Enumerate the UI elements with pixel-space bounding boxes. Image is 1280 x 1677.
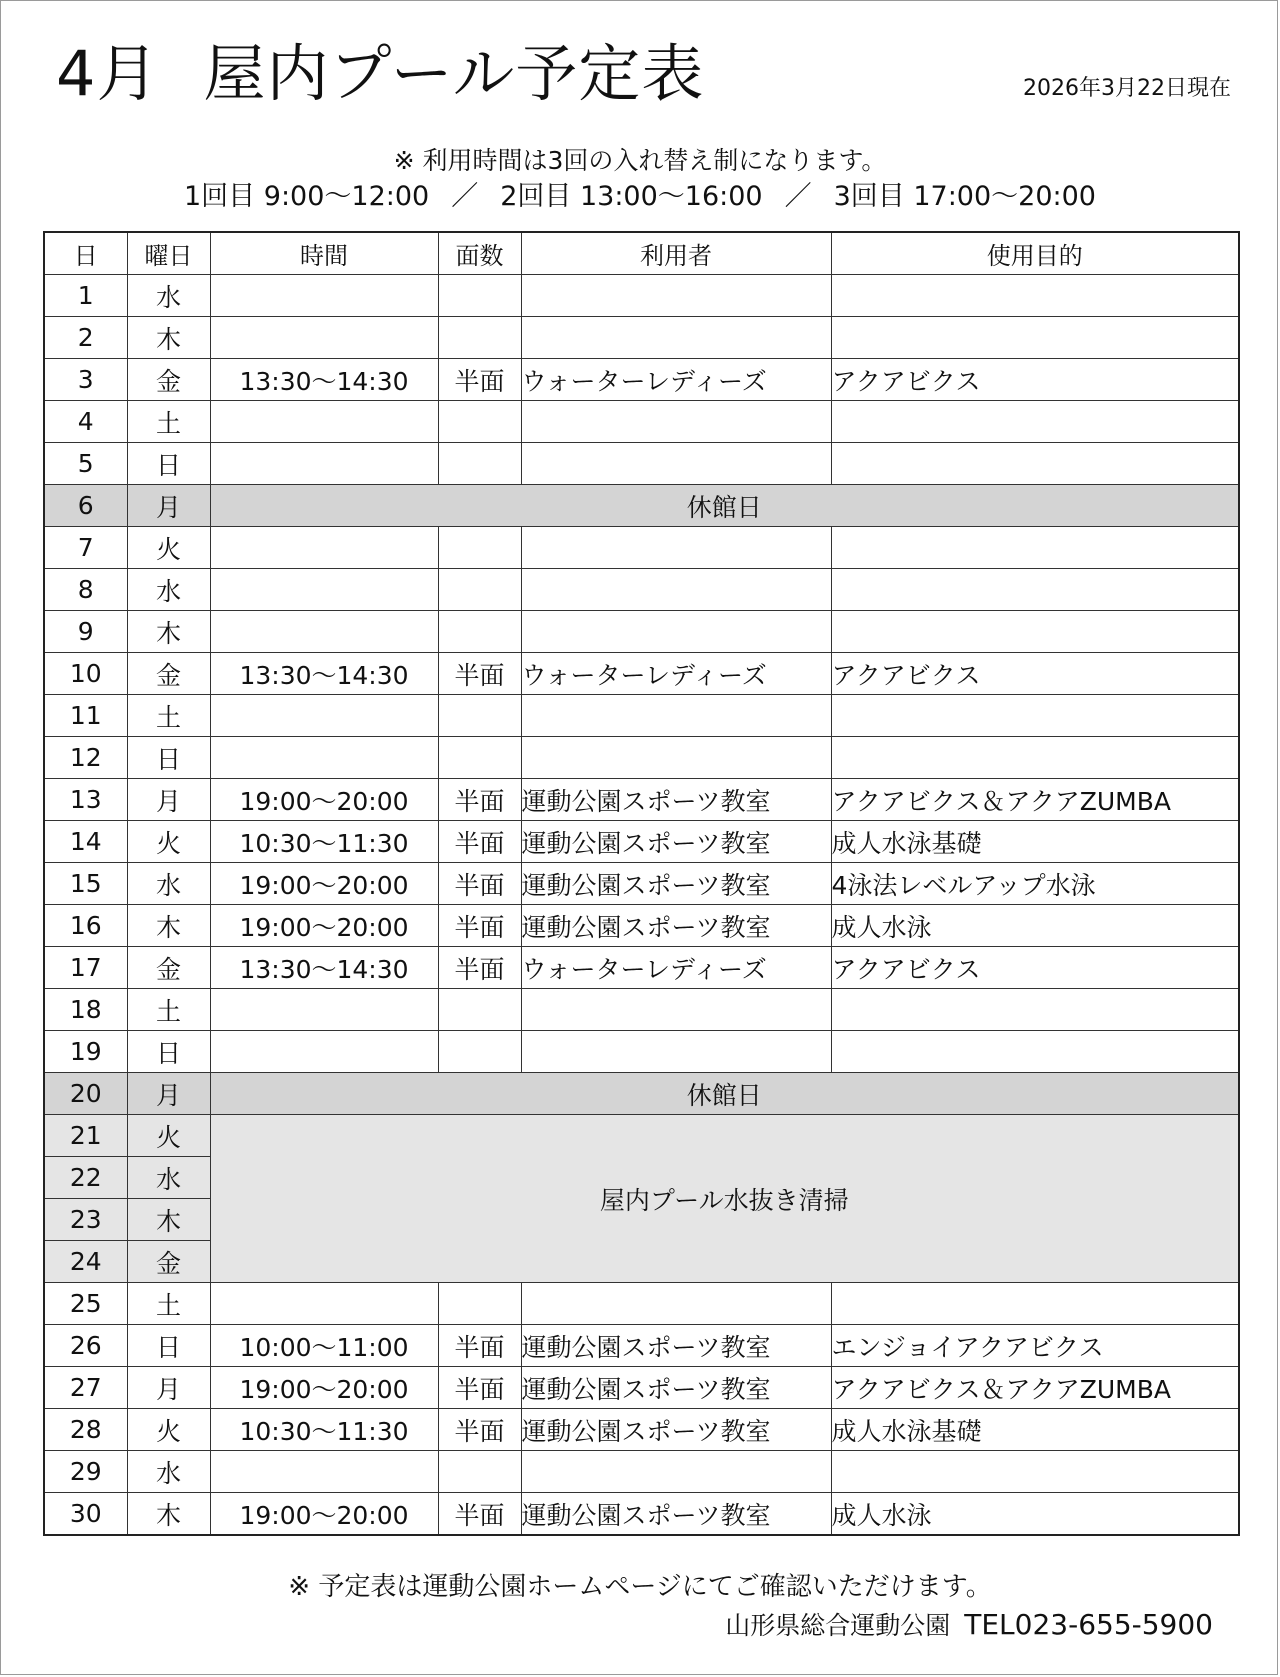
weekday-cell: 金 <box>127 947 210 989</box>
purpose-cell <box>831 1283 1239 1325</box>
purpose-cell <box>831 989 1239 1031</box>
day-cell: 13 <box>44 779 127 821</box>
area-cell <box>438 611 521 653</box>
footer-contact <box>725 1606 1213 1642</box>
area-cell: 半面 <box>438 359 521 401</box>
time-cell: 13:30～14:30 <box>210 359 438 401</box>
user-cell <box>521 1031 831 1073</box>
area-cell <box>438 695 521 737</box>
user-cell: 運動公園スポーツ教室 <box>521 1409 831 1451</box>
table-row <box>44 695 1239 737</box>
table-row <box>44 1283 1239 1325</box>
area-cell <box>438 989 521 1031</box>
user-cell <box>521 695 831 737</box>
weekday-cell: 日 <box>127 737 210 779</box>
time-cell: 10:30～11:30 <box>210 1409 438 1451</box>
time-cell <box>210 1451 438 1493</box>
area-cell: 半面 <box>438 1409 521 1451</box>
weekday-cell: 金 <box>127 653 210 695</box>
day-cell: 17 <box>44 947 127 989</box>
table-row <box>44 1031 1239 1073</box>
day-cell: 22 <box>44 1157 127 1199</box>
closed-label: 休館日 <box>210 485 1239 527</box>
table-row <box>44 317 1239 359</box>
day-cell: 3 <box>44 359 127 401</box>
organization-name: 山形県総合運動公園 <box>725 1611 951 1640</box>
header-area: 面数 <box>438 232 521 275</box>
time-cell <box>210 443 438 485</box>
time-cell <box>210 695 438 737</box>
weekday-cell: 土 <box>127 1283 210 1325</box>
day-cell: 28 <box>44 1409 127 1451</box>
weekday-cell: 火 <box>127 1409 210 1451</box>
weekday-cell: 月 <box>127 1073 210 1115</box>
day-cell: 25 <box>44 1283 127 1325</box>
day-cell: 11 <box>44 695 127 737</box>
time-cell <box>210 737 438 779</box>
weekday-cell: 月 <box>127 1367 210 1409</box>
purpose-cell <box>831 317 1239 359</box>
table-row <box>44 1115 1239 1157</box>
header-user: 利用者 <box>521 232 831 275</box>
weekday-cell: 月 <box>127 779 210 821</box>
day-cell: 16 <box>44 905 127 947</box>
area-cell: 半面 <box>438 905 521 947</box>
day-cell: 21 <box>44 1115 127 1157</box>
purpose-cell <box>831 611 1239 653</box>
user-cell <box>521 275 831 317</box>
purpose-cell: 成人水泳基礎 <box>831 1409 1239 1451</box>
purpose-cell: 成人水泳 <box>831 905 1239 947</box>
user-cell <box>521 737 831 779</box>
area-cell <box>438 527 521 569</box>
purpose-cell <box>831 275 1239 317</box>
table-row <box>44 1325 1239 1367</box>
schedule-table <box>43 231 1240 1536</box>
table-row <box>44 989 1239 1031</box>
weekday-cell: 火 <box>127 527 210 569</box>
day-cell: 23 <box>44 1199 127 1241</box>
time-cell: 19:00～20:00 <box>210 1367 438 1409</box>
day-cell: 4 <box>44 401 127 443</box>
user-cell: ウォーターレディーズ <box>521 359 831 401</box>
header-day: 日 <box>44 232 127 275</box>
drain-cleaning-label: 屋内プール水抜き清掃 <box>210 1115 1239 1283</box>
day-cell: 9 <box>44 611 127 653</box>
time-cell <box>210 275 438 317</box>
day-cell: 10 <box>44 653 127 695</box>
header-purpose: 使用目的 <box>831 232 1239 275</box>
time-cell: 19:00～20:00 <box>210 905 438 947</box>
area-cell <box>438 401 521 443</box>
purpose-cell: 成人水泳基礎 <box>831 821 1239 863</box>
time-cell: 19:00～20:00 <box>210 1493 438 1536</box>
purpose-cell <box>831 401 1239 443</box>
user-cell: 運動公園スポーツ教室 <box>521 1493 831 1536</box>
day-cell: 8 <box>44 569 127 611</box>
purpose-cell: 成人水泳 <box>831 1493 1239 1536</box>
user-cell: 運動公園スポーツ教室 <box>521 779 831 821</box>
day-cell: 6 <box>44 485 127 527</box>
area-cell: 半面 <box>438 1493 521 1536</box>
user-cell <box>521 443 831 485</box>
purpose-cell <box>831 1451 1239 1493</box>
schedule-body <box>44 275 1239 1536</box>
purpose-cell: アクアビクス <box>831 947 1239 989</box>
time-cell: 13:30～14:30 <box>210 947 438 989</box>
time-cell <box>210 989 438 1031</box>
user-cell <box>521 401 831 443</box>
day-cell: 30 <box>44 1493 127 1536</box>
weekday-cell: 金 <box>127 359 210 401</box>
table-row <box>44 1409 1239 1451</box>
table-row <box>44 737 1239 779</box>
table-row <box>44 485 1239 527</box>
page-title <box>56 29 704 119</box>
weekday-cell: 土 <box>127 989 210 1031</box>
weekday-cell: 水 <box>127 1451 210 1493</box>
table-row <box>44 527 1239 569</box>
day-cell: 14 <box>44 821 127 863</box>
user-cell <box>521 989 831 1031</box>
table-row <box>44 779 1239 821</box>
area-cell: 半面 <box>438 653 521 695</box>
area-cell: 半面 <box>438 1325 521 1367</box>
purpose-cell: アクアビクス <box>831 653 1239 695</box>
time-cell <box>210 401 438 443</box>
table-row <box>44 611 1239 653</box>
table-header-row <box>44 232 1239 275</box>
user-cell <box>521 527 831 569</box>
weekday-cell: 水 <box>127 569 210 611</box>
purpose-cell: アクアビクス＆アクアZUMBA <box>831 779 1239 821</box>
time-cell: 19:00～20:00 <box>210 863 438 905</box>
weekday-cell: 火 <box>127 1115 210 1157</box>
weekday-cell: 日 <box>127 1325 210 1367</box>
day-cell: 24 <box>44 1241 127 1283</box>
purpose-cell <box>831 527 1239 569</box>
header-weekday: 曜日 <box>127 232 210 275</box>
user-cell: 運動公園スポーツ教室 <box>521 1367 831 1409</box>
weekday-cell: 水 <box>127 275 210 317</box>
day-cell: 2 <box>44 317 127 359</box>
purpose-cell: 4泳法レベルアップ水泳 <box>831 863 1239 905</box>
session-times <box>1 174 1279 213</box>
day-cell: 29 <box>44 1451 127 1493</box>
weekday-cell: 土 <box>127 401 210 443</box>
user-cell: 運動公園スポーツ教室 <box>521 821 831 863</box>
day-cell: 15 <box>44 863 127 905</box>
session-3: 3回目 17:00～20:00 <box>833 181 1096 212</box>
table-row <box>44 947 1239 989</box>
header-time: 時間 <box>210 232 438 275</box>
weekday-cell: 木 <box>127 1199 210 1241</box>
session-2: 2回目 13:00～16:00 <box>500 181 763 212</box>
user-cell: 運動公園スポーツ教室 <box>521 1325 831 1367</box>
time-cell: 19:00～20:00 <box>210 779 438 821</box>
session-separator: ／ <box>784 181 812 212</box>
area-cell <box>438 443 521 485</box>
weekday-cell: 月 <box>127 485 210 527</box>
weekday-cell: 金 <box>127 1241 210 1283</box>
table-row <box>44 905 1239 947</box>
area-cell <box>438 275 521 317</box>
weekday-cell: 水 <box>127 1157 210 1199</box>
weekday-cell: 水 <box>127 863 210 905</box>
day-cell: 18 <box>44 989 127 1031</box>
purpose-cell: アクアビクス＆アクアZUMBA <box>831 1367 1239 1409</box>
purpose-cell <box>831 695 1239 737</box>
table-row <box>44 275 1239 317</box>
time-cell <box>210 1283 438 1325</box>
weekday-cell: 木 <box>127 905 210 947</box>
user-cell: ウォーターレディーズ <box>521 947 831 989</box>
area-cell: 半面 <box>438 947 521 989</box>
day-cell: 27 <box>44 1367 127 1409</box>
session-note: ※ 利用時間は3回の入れ替え制になります。 <box>393 146 887 175</box>
closed-label: 休館日 <box>210 1073 1239 1115</box>
area-cell: 半面 <box>438 779 521 821</box>
purpose-cell <box>831 569 1239 611</box>
session-separator: ／ <box>451 181 479 212</box>
user-cell: 運動公園スポーツ教室 <box>521 863 831 905</box>
user-cell: ウォーターレディーズ <box>521 653 831 695</box>
table-row <box>44 821 1239 863</box>
area-cell: 半面 <box>438 821 521 863</box>
table-row <box>44 863 1239 905</box>
user-cell <box>521 611 831 653</box>
time-cell: 10:00～11:00 <box>210 1325 438 1367</box>
day-cell: 20 <box>44 1073 127 1115</box>
as-of-date: 2026年3月22日現在 <box>1023 76 1231 101</box>
time-cell: 13:30～14:30 <box>210 653 438 695</box>
table-row <box>44 359 1239 401</box>
footer-note: ※ 予定表は運動公園ホームページにてご確認いただけます。 <box>288 1572 992 1602</box>
phone-number: TEL023-655-5900 <box>964 1608 1213 1641</box>
day-cell: 19 <box>44 1031 127 1073</box>
purpose-cell: アクアビクス <box>831 359 1239 401</box>
weekday-cell: 日 <box>127 1031 210 1073</box>
weekday-cell: 木 <box>127 611 210 653</box>
table-row <box>44 401 1239 443</box>
purpose-cell <box>831 443 1239 485</box>
month-label: 4月 <box>56 37 160 110</box>
day-cell: 12 <box>44 737 127 779</box>
table-row <box>44 569 1239 611</box>
user-cell <box>521 317 831 359</box>
user-cell <box>521 1451 831 1493</box>
weekday-cell: 木 <box>127 317 210 359</box>
area-cell <box>438 317 521 359</box>
purpose-cell <box>831 1031 1239 1073</box>
area-cell: 半面 <box>438 1367 521 1409</box>
purpose-cell: エンジョイアクアビクス <box>831 1325 1239 1367</box>
area-cell: 半面 <box>438 863 521 905</box>
time-cell: 10:30～11:30 <box>210 821 438 863</box>
time-cell <box>210 569 438 611</box>
day-cell: 1 <box>44 275 127 317</box>
weekday-cell: 木 <box>127 1493 210 1536</box>
area-cell <box>438 569 521 611</box>
area-cell <box>438 1031 521 1073</box>
day-cell: 7 <box>44 527 127 569</box>
table-row <box>44 653 1239 695</box>
schedule-title: 屋内プール予定表 <box>203 37 705 110</box>
weekday-cell: 火 <box>127 821 210 863</box>
day-cell: 5 <box>44 443 127 485</box>
user-cell: 運動公園スポーツ教室 <box>521 905 831 947</box>
weekday-cell: 土 <box>127 695 210 737</box>
table-row <box>44 1073 1239 1115</box>
area-cell <box>438 1451 521 1493</box>
time-cell <box>210 527 438 569</box>
session-1: 1回目 9:00～12:00 <box>184 181 430 212</box>
table-row <box>44 443 1239 485</box>
table-row <box>44 1451 1239 1493</box>
time-cell <box>210 611 438 653</box>
day-cell: 26 <box>44 1325 127 1367</box>
table-row <box>44 1493 1239 1536</box>
table-row <box>44 1367 1239 1409</box>
user-cell <box>521 1283 831 1325</box>
purpose-cell <box>831 737 1239 779</box>
time-cell <box>210 1031 438 1073</box>
user-cell <box>521 569 831 611</box>
time-cell <box>210 317 438 359</box>
area-cell <box>438 737 521 779</box>
weekday-cell: 日 <box>127 443 210 485</box>
area-cell <box>438 1283 521 1325</box>
